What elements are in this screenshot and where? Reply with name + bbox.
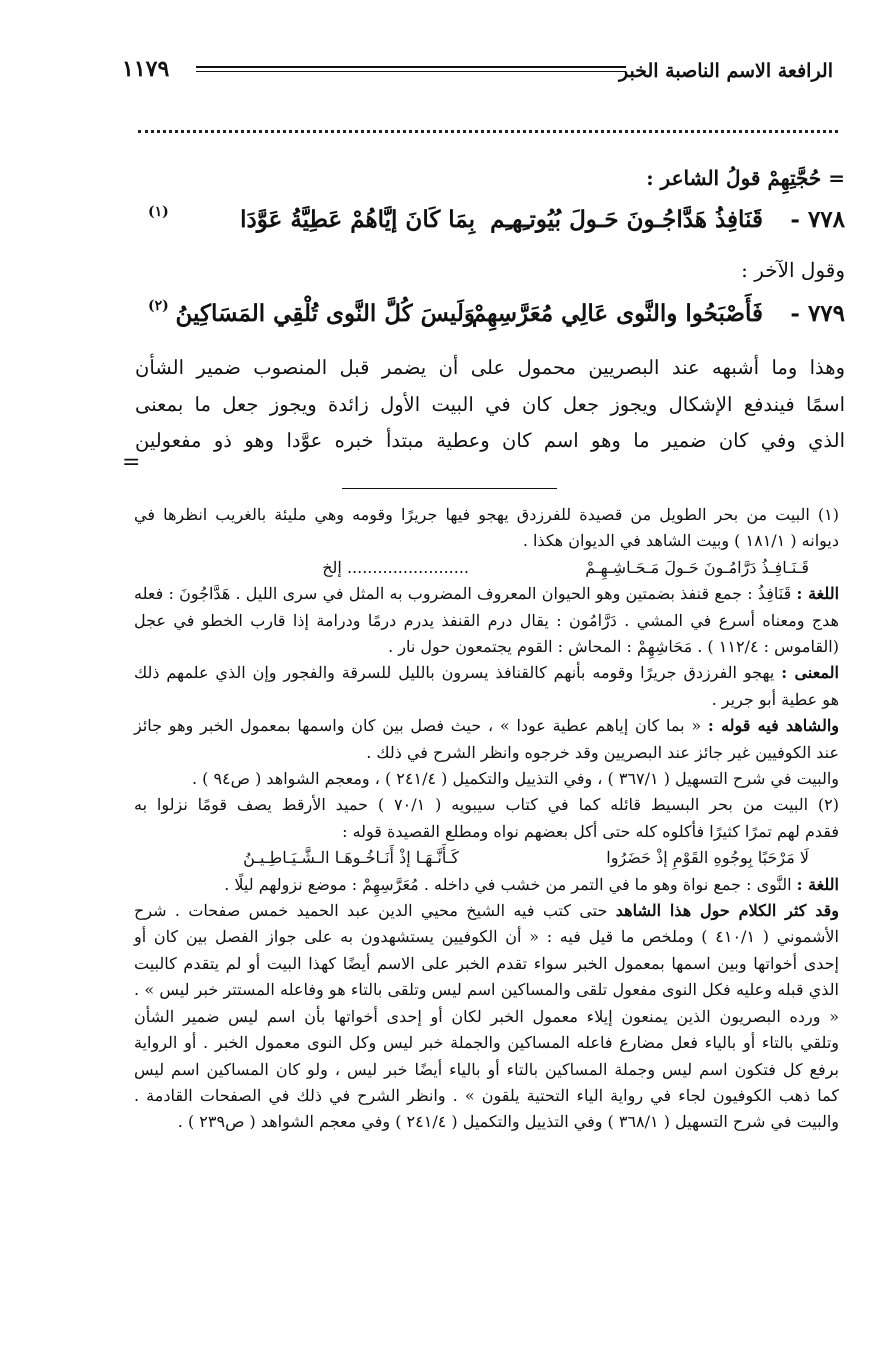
footnote-2-line: (٢) البيت من بحر البسيط قائله كما في كتاب سيبويه ( ٧٠/١ ) حميد الأرقط يصف قومًا نزلوا به <box>134 795 840 815</box>
discussion-line: الذي قبله وعليه فكل النوى مفعول تلقى والمساكين اسم ليس وتلقى بالتاء هو وفاعله المستتر خبر ليس » . <box>134 980 840 1000</box>
discussion-line: وقد كثر الكلام حول هذا الشاهد حتى كتب فيه الشيخ محيي الدين عبد الحميد خمس صفحات . شرح <box>134 901 840 921</box>
maana-line: هو عطية أبو جرير . <box>711 689 839 709</box>
verse-hemistich-first: قَنَافِذُ هَدَّاجُـونَ حَـولَ بُيُوتـِهـِم <box>490 206 763 233</box>
rebuttal-line: كما ذهب الكوفيون لجاء في رواية الياء التحتية يلقون » . وانظر الشرح في ذلك في الصفحات القادمة . <box>134 1085 839 1105</box>
discussion-line: إحدى أخواتها وبين اسمها بمعمول الخبر سواء تقدم الخبر على الاسم أيضًا كهذا البيت أو لم يتقدم كالبيت <box>134 953 839 973</box>
shahid-label: والشاهد فيه قوله : <box>707 716 839 736</box>
lugha-label: اللغة : <box>796 874 839 894</box>
rebuttal-line: وتلقي بالتاء أو بالياء فعل مضارع فاعله المساكين والجملة خبر ليس وكل النوى معمول الخبر . أو الرواية <box>134 1033 839 1053</box>
diwan-verse-second: ........................ إلخ <box>322 557 469 577</box>
verse-hemistich-second: بِمَا كَانَ إيَّاهُمْ عَطِيَّةُ عَوَّدَا <box>240 206 475 233</box>
discussion-line: الأشموني ( ٤١٠/١ ) وملخص ما قيل فيه : « أن الكوفيين يستشهدون به على جواز الفصل بين كان أو <box>134 927 839 947</box>
footnote-1-line: (١) البيت من بحر الطويل من قصيدة للفرزدق يهجو فيها جريرًا وقومه وهي مليئة بالغريب انظرها في <box>134 505 839 524</box>
verse-number: ٧٧٨ - <box>790 206 845 233</box>
running-header-title: الرافعة الاسم الناصبة الخبر <box>619 60 833 82</box>
paragraph-line: الذي وفي كان ضمير ما وهو اسم كان وعطية مبتدأ خبره عوَّدا وهو ذو مفعولين <box>135 429 845 452</box>
reference-line: والبيت في شرح التسهيل ( ٣٦٨/١ ) وفي التذييل والتكميل ( ٢٤١/٤ ) وفي معجم الشواهد ( ص٢٣٩ ) . <box>177 1112 839 1132</box>
reference-line: والبيت في شرح التسهيل ( ٣٦٧/١ ) ، وفي التذييل والتكميل ( ٢٤١/٤ ) ، ومعجم الشواهد ( ص٩٤ ) . <box>191 769 839 789</box>
explanation-paragraph <box>135 350 845 460</box>
rebuttal-line: « ورده البصريون الذين يمنعون إيلاء معمول الخبر لكان أو إحدى أخواتها بأن اسم ليس ضمير الشأن <box>134 1006 839 1026</box>
paragraph-line: وهذا وما أشبهه عند البصريين محمول على أن يضمر قبل المنصوب ضمير الشأن <box>135 356 845 379</box>
dotted-separator <box>138 130 838 133</box>
maana-line: المعنى : يهجو الفرزدق جريرًا وقومه بأنهم كالقنافذ يسرون بالليل للسرقة والفجور وإن الذي علمهم ذلك <box>134 663 839 683</box>
shahid-line: عند الكوفيين غير جائز عند البصريين وقد خرجوه وانظر الشرح في ذلك . <box>366 742 839 762</box>
footnotes <box>134 502 839 1136</box>
footnote-2-line: فقدم لهم تمرًا كثيرًا فأكلوه كله حتى أكل بعضهم نواه ومطلع القصيدة قوله : <box>342 821 839 841</box>
lugha-line: اللغة : النَّوى : جمع نواة وهو ما في التمر من خشب في داخله . مُعَرَّسِهِمْ : موضع نزولهم ليلًا . <box>224 874 839 894</box>
rebuttal-line: برفع كل فتكون اسم ليس وجملة المساكين بالتاء أو بالياء أيضًا خبر ليس ، ولو كان المساكين اسم ليس <box>134 1059 839 1079</box>
opening-verse-second: كَـأَنَّـهَـا إذْ أَنَـاخُـوهَـا الـشَّـيَـاطِـيـنُ <box>243 848 459 868</box>
lugha-label: اللغة : <box>796 584 840 604</box>
lugha-line: (القاموس : ١١٢/٤ ) . مَحَاشِهِمْ : المحاش : القوم يجتمعون حول نار . <box>388 637 839 657</box>
page-number: ١١٧٩ <box>122 56 170 82</box>
shahid-line: والشاهد فيه قوله : « بما كان إياهم عطية عودا » ، حيث فصل بين كان واسمها بمعمول الخبر وهو جائز <box>134 716 839 736</box>
opening-verse <box>134 845 839 871</box>
lugha-line: هدج ومعناه أسرع في المشي . دَرَّامُون : يقال درم القنفذ يدرم درمًا ودرامة إذا قارب الخطو في عجل <box>134 610 839 630</box>
paragraph-line: اسمًا فيندفع الإشكال ويجوز جعل كان في البيت الأول زائدة ويجوز جعل ما بمعنى <box>135 392 845 416</box>
verse-hemistich-second: وَلَيسَ كُلَّ النَّوى تُلْقِي المَسَاكِينُ <box>175 300 475 327</box>
lugha-line: اللغة : قَنَافِذُ : جمع قنفذ بضمتين وهو الحيوان المعروف المضروب به المثل في سرى الليل . هَدَّاجُونَ : فعله <box>134 584 840 604</box>
opening-verse-first: لَا مَرْحَبًا بِوجُوهِ القَوْمِ إذْ حَضَرُوا <box>606 848 809 868</box>
verse-number: ٧٧٩ - <box>790 300 845 327</box>
intro-line: = حُجَّتِهِمْ قولُ الشاعر : <box>646 166 845 190</box>
header-rule <box>196 66 626 72</box>
diwan-verse-first: قَـنَـافِـذُ دَرَّامُـونَ حَـولَ مَـحَـاشِـهِـمْ <box>585 557 809 577</box>
footnote-reference: (٢) <box>148 298 169 314</box>
continuation-mark: = <box>122 450 141 475</box>
other-poet-line: وقول الآخر : <box>741 258 845 282</box>
footnote-reference: (١) <box>148 204 169 220</box>
diwan-verse <box>134 555 839 581</box>
maana-label: المعنى : <box>781 663 839 683</box>
footnote-rule <box>342 488 557 489</box>
discussion-label: وقد كثر الكلام حول هذا الشاهد <box>615 901 840 921</box>
verse-hemistich-first: فَأَصْبَحُوا والنَّوى عَالِي مُعَرَّسِهِمْ <box>471 300 763 327</box>
footnote-1-line: ديوانه ( ١٨١/١ ) وبيت الشاهد في الديوان هكذا . <box>522 531 839 551</box>
